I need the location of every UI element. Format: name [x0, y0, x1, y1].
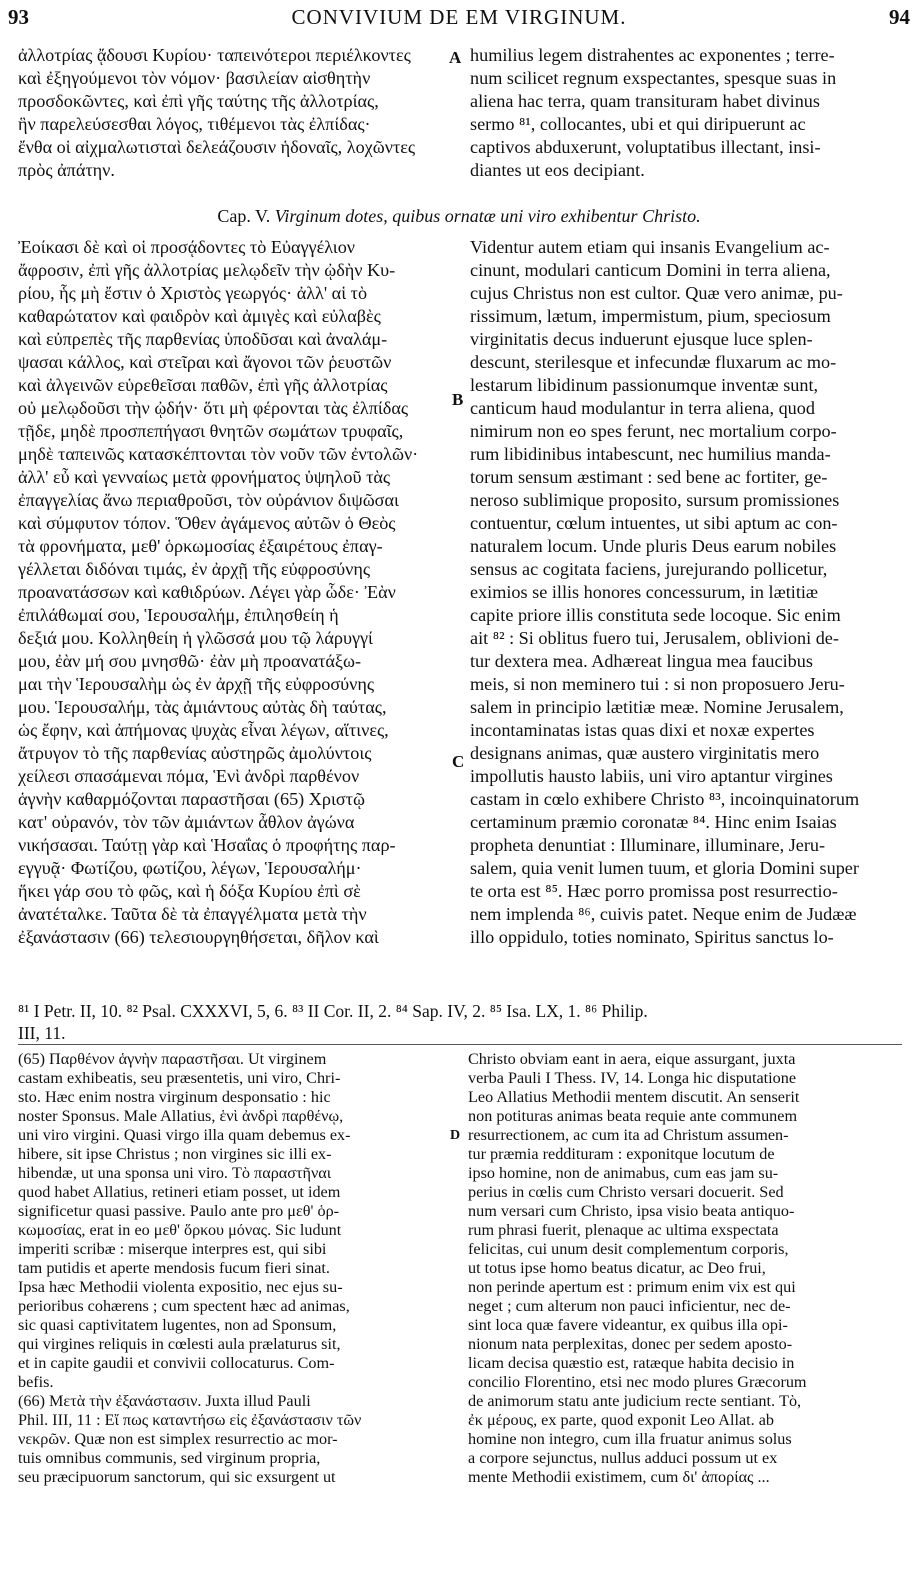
note-line: non potituras animas beata requie ante communem — [468, 1107, 798, 1125]
note-line: imperiti scribæ : miserque interpres est, qui sibi — [18, 1240, 327, 1258]
latin-line: sermo ⁸¹, collocantes, ubi et qui diripuerunt ac — [470, 114, 806, 134]
greek-line: ἐπιλάθωμαί σου, Ἱερουσαλήμ, ἐπιλησθείη ἡ — [18, 605, 339, 625]
latin-line: te orta est ⁸⁵. Hæc porro promissa post resurrectio- — [470, 881, 838, 901]
note-line: (66) Μετὰ τὴν ἐξανάστασιν. Juxta illud Pauli — [18, 1392, 311, 1410]
greek-line: κατ' οὐρανόν, τὸν τῶν ἀμιάντων ἆθλον ἀγώνα — [18, 812, 355, 832]
note-line: perioribus cohærens ; cum spectent hæc ad animas, — [18, 1297, 350, 1315]
latin-line: certaminum præmio coronatæ ⁸⁴. Hinc enim Isaias — [470, 812, 837, 832]
greek-line: ἣν παρελεύσεσθαι λόγος, τιθέμενοι τὰς ἐλπίδας· — [18, 114, 371, 134]
chapter-number: Cap. V. — [217, 206, 271, 226]
page-number-right: 94 — [889, 5, 910, 29]
latin-line: lestarum libidinum passionumque inventæ sunt, — [470, 375, 819, 395]
latin-line: Videntur autem etiam qui insanis Evangelium ac- — [470, 237, 830, 257]
notes-divider — [18, 1044, 902, 1045]
latin-line: rissimum, lætum, impermistum, pium, speciosum — [470, 306, 831, 326]
margin-marker-c: C — [452, 752, 465, 771]
margin-marker-d: D — [450, 1128, 461, 1143]
latin-line: diantes ut eos decipiant. — [470, 160, 645, 180]
latin-line: sensus ac cogitata faciens, jurejurando pollicetur, — [470, 559, 828, 579]
greek-line: εγγυᾷ· Φωτίζου, φωτίζου, λέγων, Ἱερουσαλήμ· — [18, 858, 362, 878]
note-line: νεκρῶν. Quæ non est simplex resurrectio ac mor- — [18, 1430, 338, 1448]
latin-line: num scilicet regnum exspectantes, spesque suas in — [470, 68, 837, 88]
latin-line: designans animas, quæ austero virginitatis mero — [470, 743, 820, 763]
greek-line: δεξιά μου. Κολληθείη ἡ γλῶσσά μου τῷ λάρυγγί — [18, 628, 373, 648]
greek-line: τὰ φρονήματα, μεθ' ὁρκωμοσίας ἐξαιρέτους ἐπαγ- — [18, 536, 383, 556]
notes-column-left — [18, 1050, 448, 1487]
note-line: resurrectionem, ac cum ita ad Christum assumen- — [468, 1126, 789, 1144]
greek-line: προανατάσσων καὶ καθιδρύων. Λέγει γὰρ ὧδε· Ἐὰν — [18, 582, 396, 602]
latin-line: captivos abduxerunt, voluptatibus illectant, insi- — [470, 137, 821, 157]
note-line: non perinde apertum est : primum enim vix est qui — [468, 1278, 796, 1296]
latin-line: aliena hac terra, quam transituram habet divinus — [470, 91, 820, 111]
margin-marker-b: B — [452, 390, 464, 409]
scripture-footnotes — [18, 1000, 902, 1044]
note-line: castam exhibeatis, seu præsentetis, uni viro, Chri- — [18, 1069, 341, 1087]
greek-line: καὶ εὐπρεπὲς τῆς παρθενίας ὑποδῦσαι καὶ ἀναλάμ- — [18, 329, 388, 349]
greek-line: μαι τὴν Ἱερουσαλὴμ ὡς ἐν ἀρχῇ τῆς εὐφροσύνης — [18, 674, 375, 694]
chapter-heading — [0, 204, 918, 228]
greek-line: ἀλλ' εὖ καὶ γενναίως μετὰ φρονήματος ὑψηλοῦ τὰς — [18, 467, 391, 487]
note-line: qui virgines reliquis in cœlesti aula prælaturus sit, — [18, 1335, 341, 1353]
footnote-line: III, 11. — [18, 1023, 66, 1043]
latin-line: humilius legem distrahentes ac exponentes ; terre- — [470, 45, 835, 65]
greek-line: οὐ μελῳδοῦσι τὴν ᾠδήν· ὅτι μὴ φέρονται τὰς ἐλπίδας — [18, 398, 409, 418]
note-line: uni viro virgini. Quasi virgo illa quam debemus ex- — [18, 1126, 351, 1144]
latin-line: neroso sublimique proposito, sursum promissiones — [470, 490, 840, 510]
latin-line: rum libidinibus intabescunt, nec humilius manda- — [470, 444, 831, 464]
note-line: rum phrasi fuerit, plenaque ac ultima exspectata — [468, 1221, 779, 1239]
note-line: hibendæ, ut una sponsa uni viro. Τὸ παραστῆναι — [18, 1164, 332, 1182]
note-line: significetur quasi passive. Paulo ante pro μεθ' ὁρ- — [18, 1202, 340, 1220]
greek-line: μηδὲ ταπεινῶς κατασκέπτονται τὸν νοῦν τῶν ἐντολῶν· — [18, 444, 419, 464]
latin-line: eximios se illis honores concessurum, in lætitiæ — [470, 582, 819, 602]
note-line: noster Sponsus. Male Allatius, ἑνὶ ἀνδρὶ παρθένῳ, — [18, 1107, 344, 1125]
greek-line: γέλλεται διδόναι τιμάς, ἐν ἀρχῇ τῆς εὐφροσύνης — [18, 559, 371, 579]
latin-line: impollutis hausto labiis, uni viro aptantur virgines — [470, 766, 833, 786]
note-line: mente Methodii existimem, cum δι' ἀπορίας ... — [468, 1468, 770, 1486]
latin-line: salem in principio lætitiæ meæ. Nomine Jerusalem, — [470, 697, 844, 717]
latin-line: salem, quia venit lumen tuum, et gloria Domini super — [470, 858, 859, 878]
latin-line: canticum haud modulantur in terra aliena, quod — [470, 398, 815, 418]
greek-line: ἐξανάστασιν (66) τελεσιουργηθήσεται, δῆλον καὶ — [18, 927, 379, 947]
greek-line: Ἐοίκασι δὲ καὶ οἱ προσᾴδοντες τὸ Εὐαγγέλιον — [18, 237, 356, 257]
greek-column-main — [18, 236, 446, 949]
note-line: et in capite gaudii et convivii collocaturus. Com- — [18, 1354, 335, 1372]
latin-line: incontaminatas istas quas dixi et noxæ expertes — [470, 720, 815, 740]
note-line: concilio Florentino, etsi nec modo plures Græcorum — [468, 1373, 807, 1391]
latin-line: contuentur, cœlum intuentes, ut sibi aptum ac con- — [470, 513, 838, 533]
latin-line: nem implenda ⁸⁶, cuivis patet. Neque enim de Judææ — [470, 904, 857, 924]
note-line: befis. — [18, 1373, 54, 1391]
note-line: tur præmia reddituram : exponitque locutum de — [468, 1145, 775, 1163]
margin-marker-a: A — [449, 48, 462, 67]
latin-line: propheta denuntiat : Illuminare, illuminare, Jeru- — [470, 835, 826, 855]
greek-line: καθαρώτατον καὶ φαιδρὸν καὶ ἀμιγὲς καὶ εὐλαβὲς — [18, 306, 381, 326]
greek-line: νικήσασαι. Ταύτῃ γὰρ καὶ Ἡσαΐας ὁ προφήτης παρ- — [18, 835, 396, 855]
note-line: sic quasi captivitatem lugentes, non ad Sponsum, — [18, 1316, 337, 1334]
chapter-title: Virginum dotes, quibus ornatæ uni viro exhibentur Christo. — [274, 206, 701, 226]
note-line: neget ; cum alterum non pauci inficientur, nec de- — [468, 1297, 791, 1315]
note-line: Christo obviam eant in aera, eique assurgant, juxta — [468, 1050, 796, 1068]
latin-line: castam in cœlo exhibere Christo ⁸³, incoinquinatorum — [470, 789, 860, 809]
greek-line: ἄφροσιν, ἐπὶ γῆς ἀλλοτρίας μελῳδεῖν τὴν ᾠδὴν Κυ- — [18, 260, 396, 280]
note-line: tuis omnibus communis, sed virginum propria, — [18, 1449, 321, 1467]
latin-line: naturalem locum. Unde pluris Deus earum nobiles — [470, 536, 837, 556]
greek-line: ψασαι κάλλος, καὶ στεῖραι καὶ ἄγονοι τῶν ῥευστῶν — [18, 352, 392, 372]
greek-line: ἀλλοτρίας ᾄδουσι Κυρίου· ταπεινότεροι περιέλκοντες — [18, 45, 411, 65]
greek-line: ὡς ἔφην, καὶ ἀπήμονας ψυχὰς εἶναι λέγων, αἵτινες, — [18, 720, 389, 740]
latin-line: ait ⁸² : Si oblitus fuero tui, Jerusalem, oblivioni de- — [470, 628, 839, 648]
note-line: ut totus ipse homo beatus dicatur, ac Deo frui, — [468, 1259, 766, 1277]
note-line: ipso homine, non de animabus, cum eas jam su- — [468, 1164, 779, 1182]
note-line: nionum nata perplexitas, donec per sedem aposto- — [468, 1335, 793, 1353]
note-line: hibere, sit ipse Christus ; non virgines sic illi ex- — [18, 1145, 332, 1163]
greek-line: χείλεσι σπασάμεναι πόμα, Ἑνὶ ἀνδρὶ παρθένον — [18, 766, 360, 786]
greek-line: καὶ ἐξηγούμενοι τὸν νόμον· βασιλείαν αἰσθητὴν — [18, 68, 371, 88]
footnote-line: ⁸¹ I Petr. II, 10. ⁸² Psal. CXXXVI, 5, 6. ⁸³ II Cor. II, 2. ⁸⁴ Sap. IV, 2. ⁸⁵ Isa. LX, 1. ⁸⁶ Philip. — [18, 1001, 648, 1021]
greek-line: μου, ἐὰν μή σου μνησθῶ· ἐὰν μὴ προανατάξω- — [18, 651, 362, 671]
note-line: (65) Παρθένον ἁγνὴν παραστῆσαι. Ut virginem — [18, 1050, 327, 1068]
greek-line: τῇδε, μηδὲ προσπεπήγασι θνητῶν σωμάτων τρυφαῖς, — [18, 421, 404, 441]
note-line: licam decisa quæstio est, ratæque habita decisio in — [468, 1354, 795, 1372]
note-line: seu præcipuorum sanctorum, qui sic exsurgent ut — [18, 1468, 336, 1486]
greek-line: ἐπαγγελίας ἄνω περιαθροῦσι, τὸν οὐράνιον διψῶσαι — [18, 490, 399, 510]
notes-column-right — [468, 1050, 904, 1487]
latin-line: meis, si non meminero tui : si non proposuero Jeru- — [470, 674, 845, 694]
greek-line: ἄτρυγον τὸ τῆς παρθενίας αὐστηρῶς ἀμολύντοις — [18, 743, 372, 763]
greek-column-top — [18, 44, 446, 182]
greek-line: ἁγνὴν καθαρμόζονται παραστῆσαι (65) Χριστῷ — [18, 789, 365, 809]
note-line: Leo Allatius Methodii mentem discutit. An senserit — [468, 1088, 800, 1106]
running-title: CONVIVIUM DE EM VIRGINUM. — [291, 5, 627, 29]
page-number-left: 93 — [8, 5, 29, 29]
note-line: Ipsa hæc Methodii violenta expositio, nec ejus su- — [18, 1278, 343, 1296]
greek-line: προσδοκῶντες, καὶ ἐπὶ γῆς ταύτης τῆς ἀλλοτρίας, — [18, 91, 379, 111]
note-line: num versari cum Christo, ipsa visio beata antiquo- — [468, 1202, 795, 1220]
latin-column-main — [470, 236, 902, 949]
note-line: homine non integro, cum illa fruatur animus solus — [468, 1430, 792, 1448]
latin-line: tur dextera mea. Adhæreat lingua mea faucibus — [470, 651, 813, 671]
latin-column-top — [470, 44, 902, 182]
latin-line: cinunt, modulari canticum Domini in terra aliena, — [470, 260, 831, 280]
greek-line: μου. Ἱερουσαλήμ, τὰς ἀμιάντους αὐτὰς δὴ ταύτας, — [18, 697, 387, 717]
note-line: tam putidis et aperte mendosis fucum fieri sinat. — [18, 1259, 330, 1277]
note-line: κωμοσίας, erat in eo μεθ' ὅρκου μόνας. Sic ludunt — [18, 1221, 342, 1239]
note-line: Phil. III, 11 : Εἴ πως καταντήσω εἰς ἐξανάστασιν τῶν — [18, 1411, 362, 1429]
greek-line: ἔνθα οἱ αἰχμαλωτισταὶ δελεάζουσιν ἡδοναῖς, λοχῶντες — [18, 137, 416, 157]
latin-line: descunt, sterilesque et infecundæ fluxarum ac mo- — [470, 352, 837, 372]
note-line: verba Pauli I Thess. IV, 14. Longa hic disputatione — [468, 1069, 797, 1087]
greek-line: ἀνατέταλκε. Ταῦτα δὲ τὰ ἐπαγγέλματα μετὰ τὴν — [18, 904, 367, 924]
latin-line: virginitatis decus induerunt ejusque luce splen- — [470, 329, 813, 349]
greek-line: πρὸς ἀπάτην. — [18, 160, 115, 180]
note-line: quod habet Allatius, retineri etiam posset, ut idem — [18, 1183, 341, 1201]
note-line: felicitas, cui unum desit complementum corporis, — [468, 1240, 789, 1258]
note-line: de animorum statu ante judicium recte sentiant. Τὸ, — [468, 1392, 802, 1410]
greek-line: καὶ σύμφυτον τόπον. Ὅθεν ἀγάμενος αὐτῶν ὁ Θεὸς — [18, 513, 396, 533]
greek-line: ἥκει γάρ σου τὸ φῶς, καὶ ἡ δόξα Κυρίου ἐπὶ σὲ — [18, 881, 361, 901]
latin-line: nimirum non eo spes ferunt, nec mortalium corpo- — [470, 421, 837, 441]
latin-line: torum sensum æstimant : sed bene ac fortiter, ge- — [470, 467, 828, 487]
latin-line: capite priore illis constituta sede locoque. Sic enim — [470, 605, 841, 625]
greek-line: ρίου, ἧς μὴ ἔστιν ὁ Χριστὸς γεωργός· ἀλλ' αἱ τὸ — [18, 283, 368, 303]
note-line: perius in cœlis cum Christo versari docuerit. Sed — [468, 1183, 784, 1201]
note-line: sint loca quæ favere videantur, ex quibus illa opi- — [468, 1316, 788, 1334]
latin-line: illo oppidulo, toties nominato, Spiritus sanctus lo- — [470, 927, 834, 947]
latin-line: cujus Christus non est cultor. Quæ vero animæ, pu- — [470, 283, 843, 303]
note-line: ἐκ μέρους, ex parte, quod exponit Leo Allat. ab — [468, 1411, 775, 1429]
note-line: sto. Hæc enim nostra virginum desponsatio : hic — [18, 1088, 331, 1106]
greek-line: καὶ ἀλγεινῶν εὑρεθεῖσαι παθῶν, ἐπὶ γῆς ἀλλοτρίας — [18, 375, 388, 395]
note-line: a corpore sejunctus, nullus adduci possum ut ex — [468, 1449, 778, 1467]
